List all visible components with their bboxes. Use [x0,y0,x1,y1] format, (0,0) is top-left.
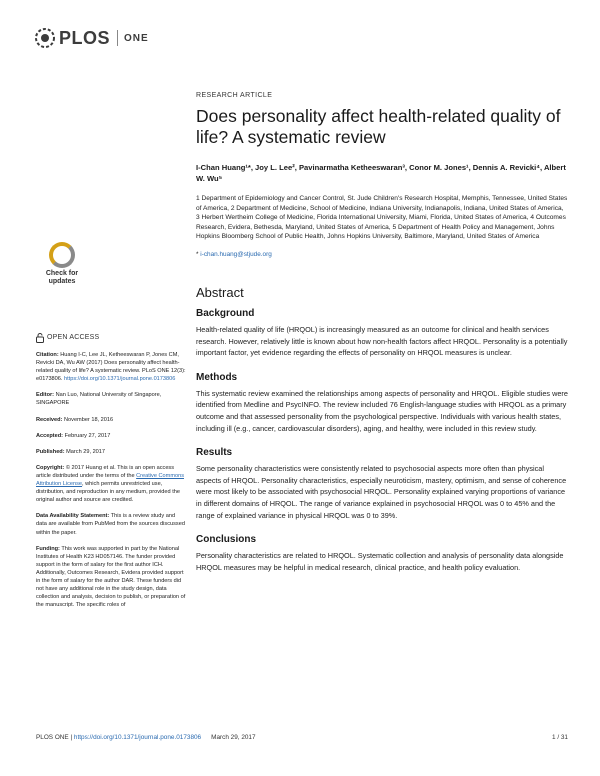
footer-journal: PLOS ONE [36,734,69,741]
copyright-block: Copyright: © 2017 Huang et al. This is an open access article distributed under the terms of the Creative Commons Attribution License, which permits unrestricted use, distribution, and reproduction in any medium, provided the original author and source are credited. [36,464,184,504]
affiliations: 1 Department of Epidemiology and Cancer Control, St. Jude Children's Research Hospital, Memphis, Tennessee, United States of America, 2 Department of Medicine, School of Medicine, Indiana University, Indianapolis, Indiana, United States of America, 3 Herbert Wertheim College of Medicine, Florida International University, Miami, Florida, United States of America, 4 Outcomes Research, Evidera, Bethesda, Maryland, United States of America, 5 Department of Health Policy and Management, Johns Hopkins Bloomberg School of Public Health, Johns Hopkins University, Baltimore, Maryland, United States of America [196,195,568,241]
email-link[interactable]: i-chan.huang@stjude.org [200,250,272,258]
logo-brand: PLOS [59,27,111,48]
check-for-updates-badge[interactable] [36,242,88,294]
page-number: 1 / 31 [552,734,568,741]
citation-block: Citation: Huang I-C, Lee JL, Ketheeswaran P, Jones CM, Revicki DA, Wu AW (2017) Does personality affect health-related quality of life? A systematic review. PLoS ONE 12(3): e0173806. https://doi.org/10.1371/journal.pone.0173806 [36,352,186,383]
article-title: Does personality affect health-related quality of life? A systematic review [196,106,561,147]
logo-journal: ONE [124,32,149,44]
crossmark-icon [49,242,75,268]
editor-block: Editor: Nan Luo, National University of Singapore, SINGAPORE [36,392,162,407]
logo-divider [117,30,118,46]
author-list: I-Chan Huang¹*, Joy L. Lee², Pavinarmatha Ketheeswaran³, Conor M. Jones¹, Dennis A. Revicki⁴, Albert W. Wu⁵ [196,163,566,183]
license-link[interactable]: Creative Commons Attribution License [36,472,184,488]
section-text: Personality characteristics are related to HRQOL. Systematic collection and analysis of personality data alongside HRQOL measures may be helpful in medical research, clinical practice, and health policy evaluation. [196,551,564,572]
accepted-block: Accepted: February 27, 2017 [36,432,111,439]
page-footer [36,734,568,741]
section-text: Some personality characteristics were consistently related to psychosocial aspects more often than physical aspects of HRQOL. Personality characteristics, especially neuroticism, mastery, optimism, and sense of coherence were most likely to be associated with psychosocial HRQOL. Personality explained varying proportions of variance in different domains of HRQOL. The range of variance explained in psychosocial HRQOL was 0 to 45% and the range of explained variance in physical HRQOL was 0 to 39%. [196,464,567,520]
corresponding-marker: * [196,250,199,258]
section-text: Health-related quality of life (HRQOL) is increasingly measured as an outcome for clinical and health services research. However, relatively little is known about how non-health factors affect HRQOL. Personality is a potentially important factor, yet evidence regarding the effects of personality on HRQOL measures is unclear. [196,324,568,358]
funding-block: Funding: This work was supported in part by the National Institutes of Health K23 HD057146. The funder provided support in the form of salary for the first author ICH. Additionally, Outcomes Research, Evidera provided support in the form of salary for the author DAR. These funders did not have any additional role in the study design, data collection and analysis, decision to publish, or preparation of the manuscript. The specific roles of [36,545,186,609]
check-updates-label: Check for updates [45,270,79,285]
article-main [196,92,568,573]
published-block: Published: March 29, 2017 [36,448,106,455]
section-heading: Methods [196,371,238,383]
plos-logo-icon [34,27,56,49]
abstract-section-background [196,308,568,359]
data-availability-block: Data Availability Statement: This is a review study and data are available from PubMed from the sources discussed within the paper. [36,513,185,536]
citation-doi-link[interactable]: https://doi.org/10.1371/journal.pone.0173806 [64,376,176,383]
section-heading: Conclusions [196,534,257,546]
section-heading: Results [196,447,233,459]
corresponding-email[interactable] [196,251,568,258]
section-text: This systematic review examined the relationships among aspects of personality and HRQOL. Eligible studies were identified from Medline and PsycINFO. The review included 76 English-language studies with HRQOL as a primary outcome and that assessed personality from the psychological perspective. Individuals with various health states, including ill (e.g., cancer, cardiovascular disorders), aging, and healthy, were included in this review study. [196,388,568,433]
article-sidebar [36,333,186,609]
open-access-label: OPEN ACCESS [36,333,186,343]
plos-one-logo[interactable] [34,26,149,50]
footer-doi-link[interactable]: https://doi.org/10.1371/journal.pone.0173806 [73,734,202,741]
abstract-section-conclusions [196,534,568,573]
abstract-section-methods [196,372,568,434]
open-lock-icon [36,333,44,343]
article-type: RESEARCH ARTICLE [196,92,273,99]
footer-separator: | [68,734,74,741]
abstract-heading: Abstract [196,284,244,300]
section-heading: Background [196,307,255,319]
footer-date: March 29, 2017 [211,734,256,741]
received-block: Received: November 18, 2016 [36,416,114,423]
abstract-section-results [196,447,568,521]
